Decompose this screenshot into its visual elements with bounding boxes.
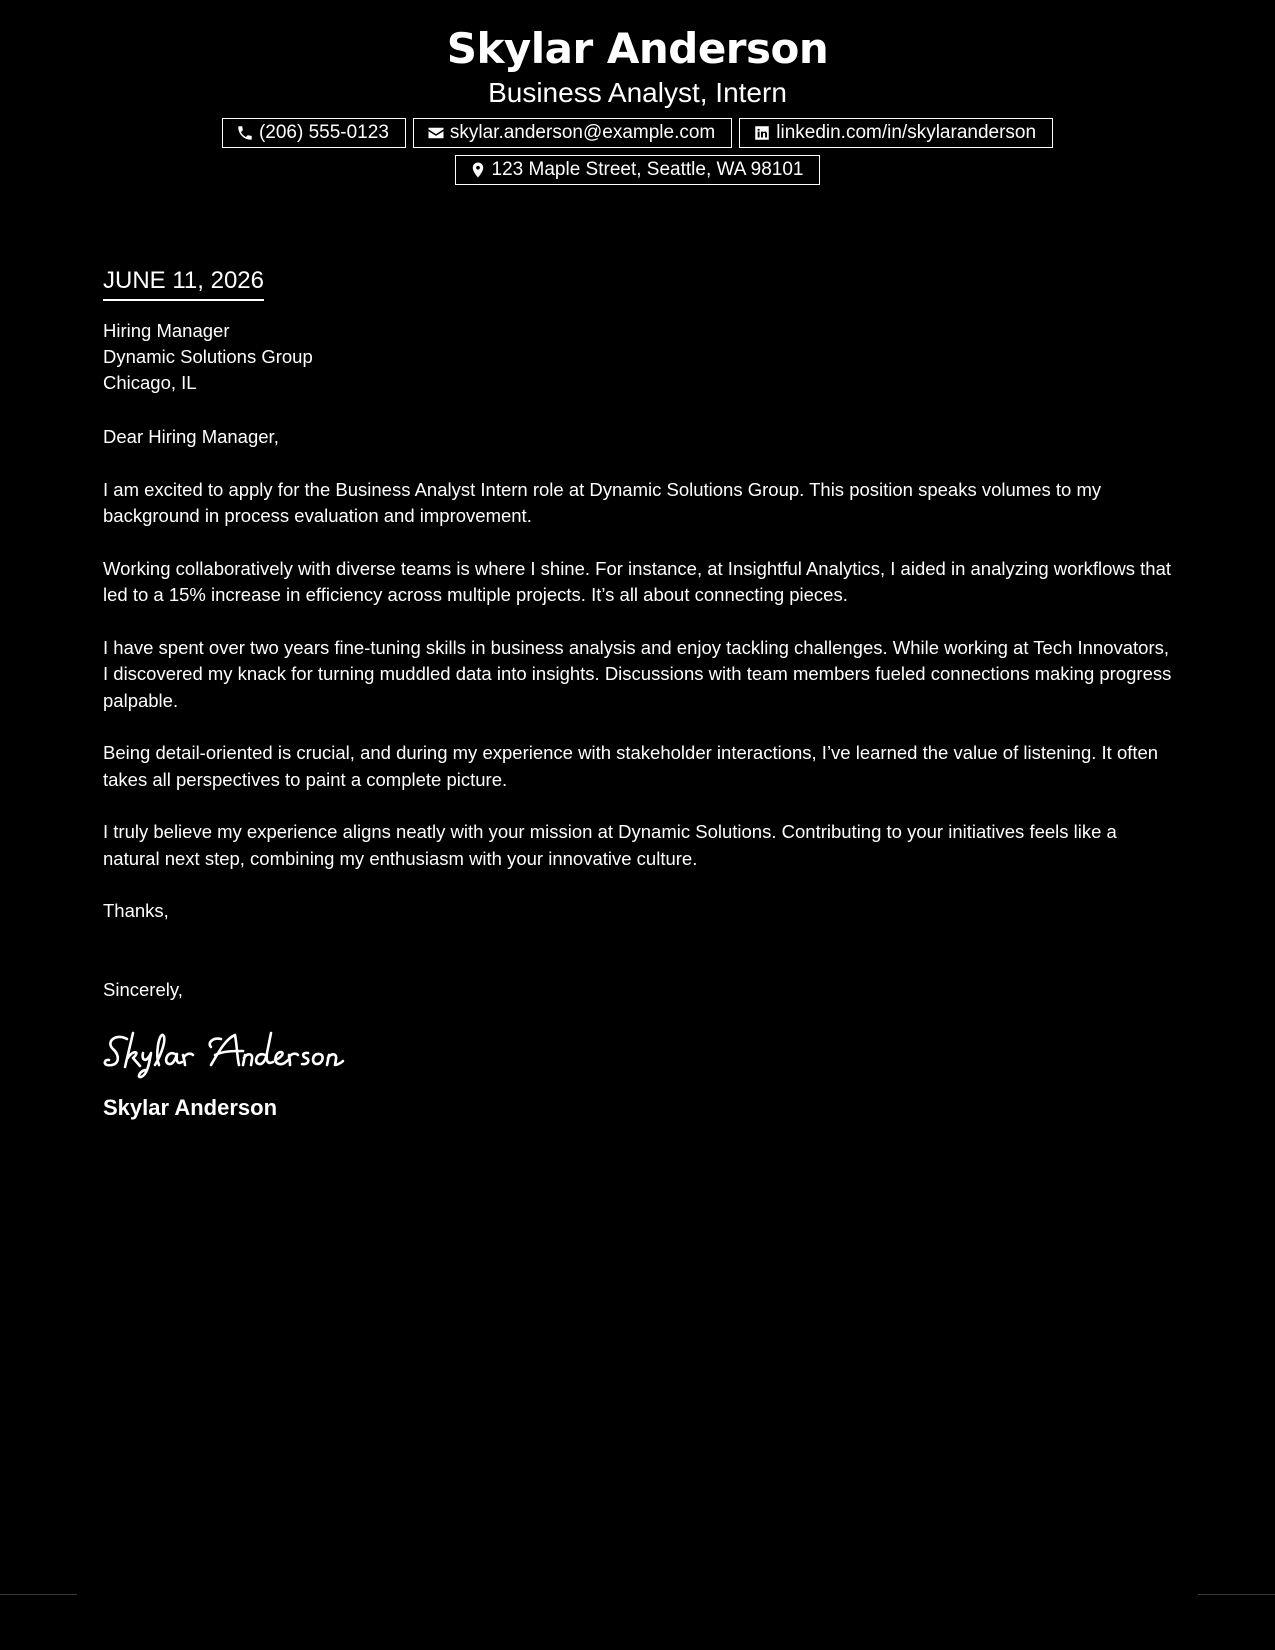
recipient-location: Chicago, IL bbox=[103, 372, 197, 393]
letter-body bbox=[103, 264, 1173, 1123]
applicant-name: Skylar Anderson bbox=[446, 24, 829, 73]
recipient-name: Hiring Manager bbox=[103, 320, 230, 341]
contact-linkedin[interactable] bbox=[739, 118, 1053, 148]
contact-email-text: skylar.anderson@example.com bbox=[449, 122, 716, 143]
body-paragraph: I have spent over two years fine-tuning skills in business analysis and enjoy tackling challenges. While working at Tech Innovators, I discovered my knack for turning muddled data into insights. Discussions with team members fueled connections making progress palpable. bbox=[103, 636, 1172, 711]
body-paragraph: Being detail-oriented is crucial, and during my experience with stakeholder interactions, I’ve learned the value of listening. It often takes all perspectives to paint a complete picture. bbox=[103, 742, 1159, 790]
closing-sincerely: Sincerely, bbox=[103, 978, 183, 1000]
footer-divider-right bbox=[1198, 1594, 1275, 1595]
body-paragraph: Working collaboratively with diverse teams is where I shine. For instance, at Insightful Analytics, I aided in analyzing workflows that led to a 15% increase in efficiency across multiple projects. It’s all about connecting pieces. bbox=[103, 557, 1172, 605]
contact-linkedin-text: linkedin.com/in/skylaranderson bbox=[776, 122, 1037, 143]
greeting: Dear Hiring Manager, bbox=[103, 426, 279, 447]
recipient-company: Dynamic Solutions Group bbox=[103, 346, 313, 367]
handwritten-signature bbox=[103, 1025, 1173, 1081]
contact-email[interactable] bbox=[413, 118, 732, 148]
letter-date: JUNE 11, 2026 bbox=[103, 264, 264, 301]
linkedin-icon bbox=[752, 123, 772, 143]
map-marker-icon bbox=[468, 160, 488, 180]
footer-divider-left bbox=[0, 1594, 77, 1595]
applicant-job-title: Business Analyst, Intern bbox=[488, 77, 787, 108]
contact-phone[interactable] bbox=[222, 118, 406, 148]
closing-thanks: Thanks, bbox=[103, 900, 169, 921]
body-paragraph: I truly believe my experience aligns neatly with your mission at Dynamic Solutions. Contributing to your initiatives feels like a natural next step, combining my enthusiasm with your innovative culture. bbox=[103, 821, 1117, 869]
signature-image bbox=[103, 1025, 373, 1081]
body-paragraph: I am excited to apply for the Business Analyst Intern role at Dynamic Solutions Group. This position speaks volumes to my background in process evaluation and improvement. bbox=[103, 478, 1102, 526]
envelope-icon bbox=[426, 123, 446, 143]
contact-row-secondary bbox=[0, 155, 1275, 185]
phone-icon bbox=[235, 123, 255, 143]
signed-name: Skylar Anderson bbox=[103, 1095, 278, 1120]
contact-row-primary bbox=[0, 118, 1275, 148]
contact-phone-text: (206) 555-0123 bbox=[258, 122, 389, 143]
letter-header bbox=[0, 0, 1275, 185]
recipient-block bbox=[103, 318, 1173, 396]
contact-address-text: 123 Maple Street, Seattle, WA 98101 bbox=[491, 159, 804, 180]
contact-address[interactable] bbox=[455, 155, 821, 185]
